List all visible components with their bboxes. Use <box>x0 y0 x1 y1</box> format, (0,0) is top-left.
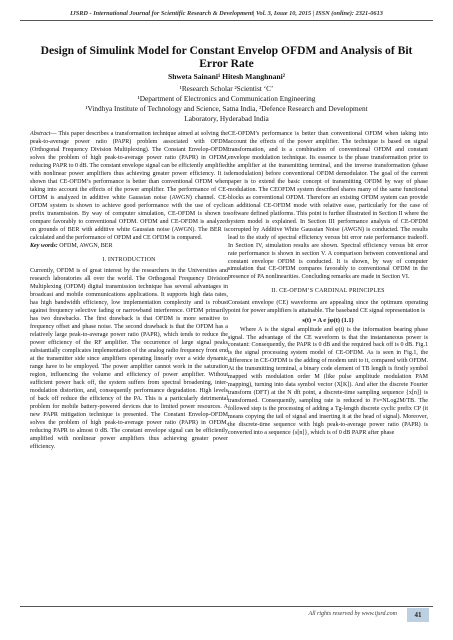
continuation-paragraph: CE-OFDM’s performance is better than conventional OFDM when taking into account the effects of the power amplifier. The technique is based on signal transformation, and is a combination of conventional OFDM and constant envelope modulation technique. Its essence is the phase transformation prior to the amplifier at the transmitting terminal, and the inverse transformation (phase demodulation) before conventional OFDM demodulator. The goal of the current paper is to extend the basic concept of transmitting OFDM by way of phase modulation. The CEOFDM system described shares many of the same functional blocks as conventional OFDM. Therefore an existing OFDM system can provide an additional CE-OFDM mode with relative ease, particularly for the case of software defined platforms. This point is further illustrated in Section II where the system model is explained. In Section III performance analysis of CE-OFDM corrupted by Additive White Gaussian Noise (AWGN) is conducted. The results lead to the study of spectral efficiency versus bit error rate performance tradeoff. In Section IV, simulation results are shown. Spectral efficiency versus bit error rate performance is shown in section V. A comparison between conventional and constant envelope OFDM is conducted. It is shown, by way of computer simulation that CE-OFDM compares favorably to conventional OFDM in the presence of PA nonlinearities. Concluding remarks are made in Section VI. <box>228 131 428 281</box>
left-column <box>30 131 228 452</box>
equation-1-1: s(t) = A e jφ(t) (1.1) <box>302 317 354 325</box>
journal-header: IJSRD - International Journal for Scientific Research & Development| Vol. 3, Issue 10, 2015 | ISSN (online): 2321-0613 <box>70 10 383 17</box>
intro-paragraph: Currently, OFDM is of great interest by the researchers in the Universities and research laboratories all over the world. The Orthogonal Frequency Division Multiplexing (OFDM) digital transmission technique has several advantages in broadcast and mobile communications applications. It supports high data rates, has high bandwidth efficiency, low implementation complexity and is robust against frequency selective fading or narrowband interference. OFDM primarily has two drawbacks. The first drawback is that OFDM is more sensitive to frequency offset and phase noise. The second drawback is that the OFDM has a relatively large peak-to-average power ratio (PAPR), which tends to reduce the power efficiency of the RF amplifier. The occurrence of large signal peaks substantially complicates implementation of the analog radio frequency front end at the transmitter side since amplifiers operating linearly over a wide dynamic range have to be employed. The power amplifier cannot work in the saturation region, influencing the volume and efficiency of power amplifier. Without sufficient power back off, the system suffers from spectral broadening, inter-modulation distortion, and, consequently performance degradation. High levels of back off reduce the efficiency of the PA. This is a particularly detrimental problem for mobile battery-powered devices due to limited power resources. A new PAPR mitigation technique is presented. The Constant Envelop-OFDM solves the problem of high peak-to-average power ratio (PAPR) in OFDM, reducing PAPR to almost 0 dB. The constant envelope signal can be efficiently amplified with nonlinear power amplifiers thus achieving greater power efficiency. <box>30 268 228 450</box>
paper-authors: Shweta Sainani¹ Hitesh Manghnani² <box>167 72 285 81</box>
right-column <box>228 131 428 438</box>
header-divider <box>20 20 433 21</box>
section-heading-introduction: I. INTRODUCTION <box>102 256 156 263</box>
ce-intro-paragraph: Constant envelope (CE) waveforms are appealing since the optimum operating point for power amplifiers is attainable. The baseband CE signal representation is <box>228 300 428 315</box>
keywords-text: OFDM, AWGN, BER <box>57 242 113 249</box>
page-number: 41 <box>407 608 429 622</box>
ce-detail-paragraph: Where A is the signal amplitude and φ(t) is the information bearing phase signal. The advantage of the CE waveform is that the instantaneous power is constant: Consequently, the PAPR is 0 dB and the required back off is 0 dB. Fig.1 is the signal processing system model of CE-OFDM. As is seen in Fig.1, the difference in CE-OFDM is the adding of modem unit to it, compared with OFDM. At the transmitting terminal, a binary code element of TB length is firstly symbol mapped with modulation order M (like pulse amplitude modulation PAM mapping), turning into data symbol vector (X[K]). And after the discrete Fourier transform (DFT) at the N dft point, a discrete-time sampling sequence {x[n]} is transformed. Consequently, sampling rate is reduced to Fs=NLog2M/TB. The followed step is the processing of adding a Tg-length discrete cyclic prefix CP (it means copying the tail of signal and inserting it at the head of signal). Moreover, the discrete-time sequence with high peak-to-average power ratio (PAPR) is converted into a sequence {s[n]}, which is of 0 dB PAPR after phase <box>228 326 428 437</box>
abstract-text: — This paper describes a transformation technique aimed at solving the peak-to-average power ratio (PAPR) problem associated with OFDM (Orthogonal Frequency Division Multiplexing). The Constant Envelop-OFDM solves the problem of high peak-to-average power ratio (PAPR) in OFDM, reducing PAPR to 0 dB. The constant envelope signal can be efficiently amplified with nonlinear power amplifiers thus achieving greater power efficiency. It is shown that CE-OFDM’s performance is better than conventional OFDM when taking into account the effects of the power amplifier. The performance of CE-OFDM is analyzed in additive white Gaussian noise (AWGN) channel. CE-OFDM system is shown to achieve good performance with the use of cyclic prefix transmission. By way of computer simulation, CE-OFDM is shown to compare favorably to conventional OFDM. OFDM and CE-OFDM is analyzed on grounds of BER with additive white Gaussian noise (AWGN). The BER is calculated and the performance of OFDM and CE OFDM is compared. <box>30 131 228 241</box>
abstract-paragraph <box>30 131 228 243</box>
footer-copyright: All rights reserved by www.ijsrd.com <box>308 611 397 617</box>
affiliation-line-2: ¹Department of Electronics and Communication Engineering <box>137 94 316 103</box>
keywords-label: Key words: <box>30 242 58 249</box>
footer-divider <box>20 606 433 607</box>
section-heading-principles: II. CE-OFDM’S CARDINAL PRINCIPLES <box>271 288 385 295</box>
keywords-line <box>30 243 228 251</box>
affiliation-line-4: Laboratory, Hyderabad India <box>184 114 269 123</box>
paper-title: Design of Simulink Model for Constant Envelop OFDM and Analysis of Bit Error Rate <box>40 44 413 71</box>
abstract-label: Abstract <box>30 131 51 137</box>
affiliation-line-3: ¹Vindhya Institute of Technology and Science, Satna India, ²Defence Research and Development <box>85 104 368 113</box>
affiliation-line-1: ¹Research Scholar ²Scientist ‘C’ <box>179 84 274 93</box>
